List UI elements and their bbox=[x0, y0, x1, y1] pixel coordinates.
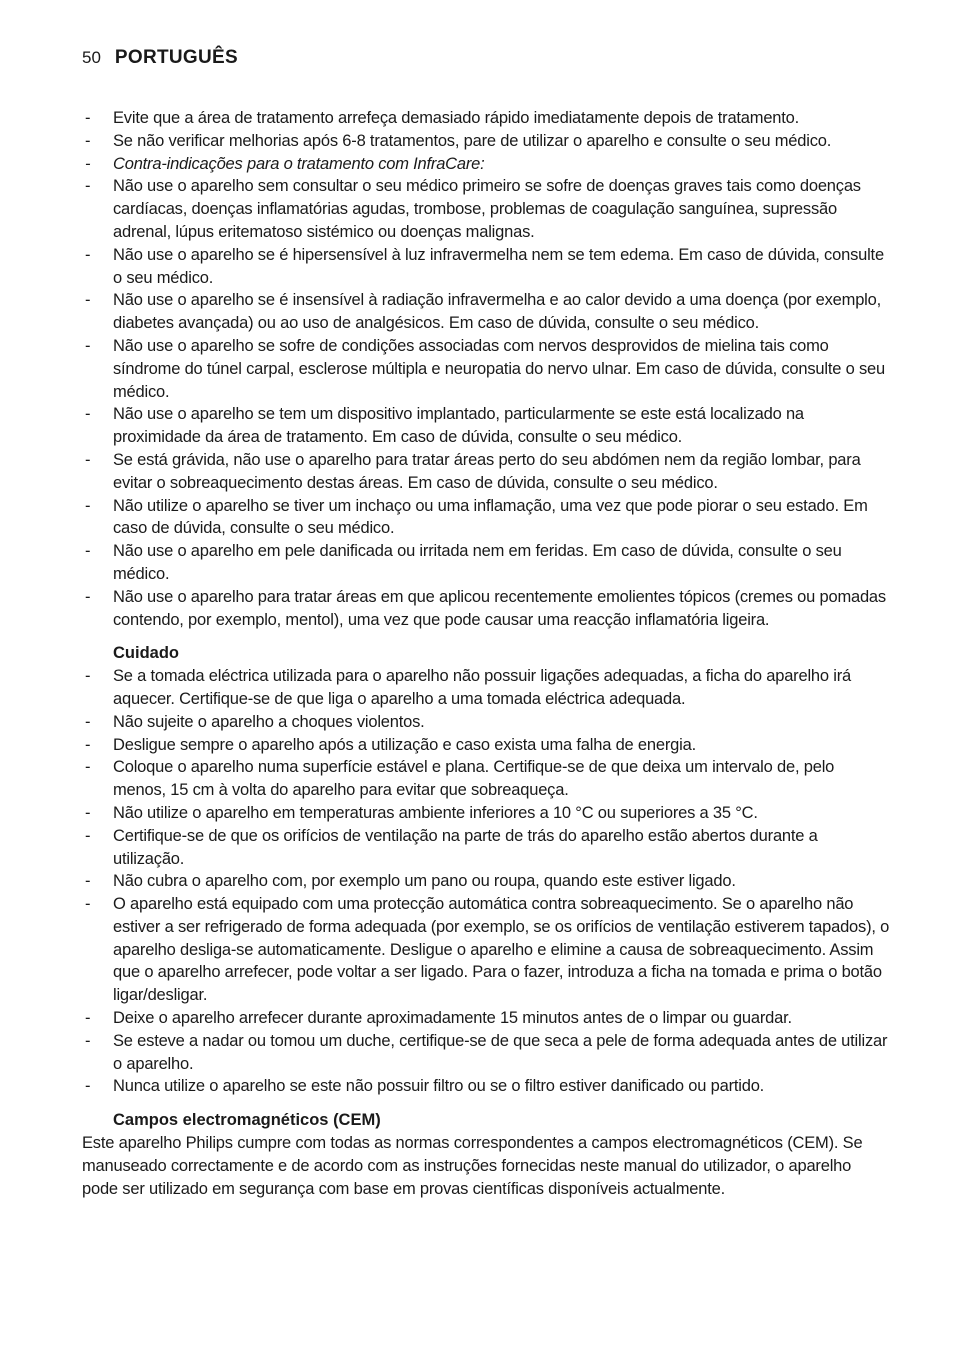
cuidado-list bbox=[82, 665, 890, 1098]
list-item: - Evite que a área de tratamento arrefeça demasiado rápido imediatamente depois de tratamento. bbox=[82, 107, 890, 130]
cem-paragraph: Este aparelho Philips cumpre com todas as normas correspondentes a campos electromagnéticos (CEM). Se manuseado correctamente e de acordo com as instruções fornecidas neste manual do utilizador, o aparelho pode ser utilizado em segurança com base em provas científicas disponíveis actualmente. bbox=[82, 1134, 863, 1198]
list-item: - Se esteve a nadar ou tomou um duche, certifique-se de que seca a pele de forma adequada antes de utilizar o aparelho. bbox=[82, 1030, 890, 1076]
list-item: - Não use o aparelho se sofre de condições associadas com nervos desprovidos de mielina tais como síndrome do túnel carpal, esclerose múltipla e neuropatia do nervo ulnar. Em caso de dúvida, consulte o seu médico. bbox=[82, 335, 890, 403]
page-content bbox=[82, 107, 890, 1200]
contraindications-heading: - Contra-indicações para o tratamento com InfraCare: bbox=[82, 153, 890, 176]
page-header bbox=[82, 47, 238, 69]
list-item: - Não utilize o aparelho se tiver um inchaço ou uma inflamação, uma vez que pode piorar o seu estado. Em caso de dúvida, consulte o seu médico. bbox=[82, 495, 890, 541]
list-item: - Coloque o aparelho numa superfície estável e plana. Certifique-se de que deixa um intervalo de, pelo menos, 15 cm à volta do aparelho para evitar que sobreaqueça. bbox=[82, 756, 890, 802]
list-item: - Se não verificar melhorias após 6-8 tratamentos, pare de utilizar o aparelho e consulte o seu médico. bbox=[82, 130, 890, 153]
list-item: - Não use o aparelho se tem um dispositivo implantado, particularmente se este está localizado na proximidade da área de tratamento. Em caso de dúvida, consulte o seu médico. bbox=[82, 403, 890, 449]
list-item: - Não utilize o aparelho em temperaturas ambiente inferiores a 10 °C ou superiores a 35 °C. bbox=[82, 802, 890, 825]
list-item: - Se a tomada eléctrica utilizada para o aparelho não possuir ligações adequadas, a ficha do aparelho irá aquecer. Certifique-se de que liga o aparelho a uma tomada eléctrica adequada. bbox=[82, 665, 890, 711]
list-item: - Não cubra o aparelho com, por exemplo um pano ou roupa, quando este estiver ligado. bbox=[82, 870, 890, 893]
list-item: - Certifique-se de que os orifícios de ventilação na parte de trás do aparelho estão abertos durante a utilização. bbox=[82, 825, 890, 871]
cuidado-heading: Cuidado bbox=[113, 644, 179, 663]
list-item: - Não use o aparelho sem consultar o seu médico primeiro se sofre de doenças graves tais como doenças cardíacas, doenças inflamatórias agudas, trombose, problemas de coagulação sanguínea, supressão adrenal, lúpus eritematoso sistémico ou doenças malignas. bbox=[82, 175, 890, 243]
list-item: - O aparelho está equipado com uma protecção automática contra sobreaquecimento. Se o aparelho não estiver a ser refrigerado de forma adequada (por exemplo, se os orifícios de ventilação estiverem tapados), o aparelho desliga-se automaticamente. Desligue o aparelho e elimine a causa de sobreaquecimento. Assim que o aparelho arrefecer, pode voltar a ser ligado. Para o fazer, introduza a ficha na tomada e prima o botão ligar/desligar. bbox=[82, 893, 890, 1007]
cem-heading: Campos electromagnéticos (CEM) bbox=[113, 1111, 381, 1130]
page-number: 50 bbox=[82, 48, 101, 67]
list-item: - Não use o aparelho se é hipersensível à luz infravermelha nem se tem edema. Em caso de dúvida, consulte o seu médico. bbox=[82, 244, 890, 290]
list-item: - Não use o aparelho para tratar áreas em que aplicou recentemente emolientes tópicos (cremes ou pomadas contendo, por exemplo, mentol), uma vez que pode causar uma reacção inflamatória ligeira. bbox=[82, 586, 890, 632]
list-item: - Deixe o aparelho arrefecer durante aproximadamente 15 minutos antes de o limpar ou guardar. bbox=[82, 1007, 890, 1030]
list-item: - Não use o aparelho se é insensível à radiação infravermelha e ao calor devido a uma doença (por exemplo, diabetes avançada) ou ao uso de analgésicos. Em caso de dúvida, consulte o seu médico. bbox=[82, 289, 890, 335]
language-title: PORTUGUÊS bbox=[114, 47, 238, 68]
list-item: - Não use o aparelho em pele danificada ou irritada nem em feridas. Em caso de dúvida, consulte o seu médico. bbox=[82, 540, 890, 586]
precautions-list bbox=[82, 107, 890, 631]
list-item: - Nunca utilize o aparelho se este não possuir filtro ou se o filtro estiver danificado ou partido. bbox=[82, 1075, 890, 1098]
list-item: - Se está grávida, não use o aparelho para tratar áreas perto do seu abdómen nem da região lombar, para evitar o sobreaquecimento destas áreas. Em caso de dúvida, consulte o seu médico. bbox=[82, 449, 890, 495]
list-item: - Não sujeite o aparelho a choques violentos. bbox=[82, 711, 890, 734]
list-item: - Desligue sempre o aparelho após a utilização e caso exista uma falha de energia. bbox=[82, 734, 890, 757]
